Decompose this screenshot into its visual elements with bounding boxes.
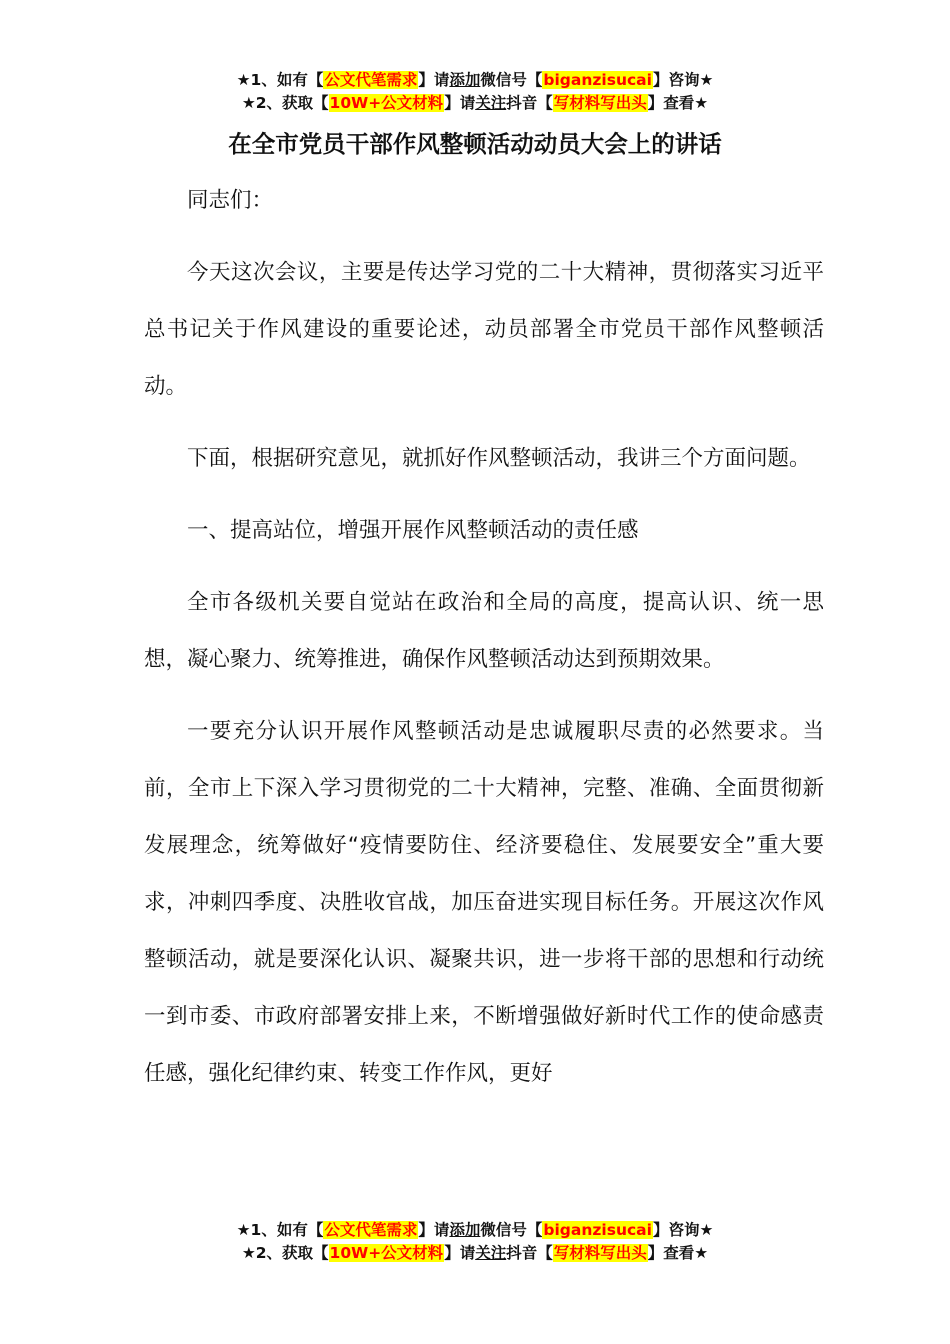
banner-line-2 xyxy=(0,1242,950,1265)
underlined-add: 添加 xyxy=(449,1221,481,1239)
banner-text: 】请 xyxy=(444,1244,476,1262)
header-banner xyxy=(0,69,950,115)
banner-line-1 xyxy=(0,1219,950,1242)
star-icon: ★ xyxy=(699,1221,714,1239)
banner-text: 抖音【 xyxy=(506,94,553,112)
highlight-ghostwriting: 公文代笔需求 xyxy=(324,71,418,89)
star-icon: ★ xyxy=(241,1244,256,1262)
banner-text: 抖音【 xyxy=(506,1244,553,1262)
banner-text: 2、获取【 xyxy=(255,94,329,112)
highlight-douyin-account: 写材料写出头 xyxy=(553,1244,647,1262)
banner-text: 微信号【 xyxy=(480,1221,543,1239)
paragraph-section-1-intro: 全市各级机关要自觉站在政治和全局的高度，提高认识、统一思想，凝心聚力、统筹推进，确保作风整顿活动达到预期效果。 xyxy=(144,590,824,672)
banner-text: 】请 xyxy=(418,1221,450,1239)
banner-text: 】咨询 xyxy=(652,71,700,89)
highlight-ghostwriting: 公文代笔需求 xyxy=(324,1221,418,1239)
document-title: 在全市党员干部作风整顿活动动员大会上的讲话 xyxy=(228,130,722,158)
section-heading-1: 一、提高站位，增强开展作风整顿活动的责任感 xyxy=(187,518,639,543)
underlined-follow: 关注 xyxy=(475,1244,507,1262)
banner-text: 】请 xyxy=(418,71,450,89)
highlight-douyin-account: 写材料写出头 xyxy=(553,94,647,112)
paragraph-point-1: 一要充分认识开展作风整顿活动是忠诚履职尽责的必然要求。当前，全市上下深入学习贯彻党的二十大精神，完整、准确、全面贯彻新发展理念，统筹做好“疫情要防住、经济要稳住、发展要安全”重大要求，冲刺四季度、决胜收官战，加压奋进实现目标任务。开展这次作风整顿活动，就是要深化认识、凝聚共识，进一步将干部的思想和行动统一到市委、市政府部署安排上来，不断增强做好新时代工作的使命感责任感，强化纪律约束、转变工作作风，更好 xyxy=(144,719,824,1086)
footer-banner xyxy=(0,1219,950,1265)
star-icon: ★ xyxy=(236,1221,251,1239)
banner-text: 】查看 xyxy=(647,1244,695,1262)
banner-text: 】咨询 xyxy=(652,1221,700,1239)
star-icon: ★ xyxy=(699,71,714,89)
paragraph-outline: 下面，根据研究意见，就抓好作风整顿活动，我讲三个方面问题。 xyxy=(187,446,811,471)
highlight-materials: 10W+公文材料 xyxy=(329,94,444,112)
underlined-follow: 关注 xyxy=(475,94,507,112)
salutation: 同志们： xyxy=(187,188,274,213)
star-icon: ★ xyxy=(694,94,709,112)
underlined-add: 添加 xyxy=(449,71,481,89)
star-icon: ★ xyxy=(236,71,251,89)
highlight-materials: 10W+公文材料 xyxy=(329,1244,444,1262)
highlight-wechat-id: biganzisucai xyxy=(543,71,652,89)
banner-text: 】请 xyxy=(444,94,476,112)
star-icon: ★ xyxy=(241,94,256,112)
highlight-wechat-id: biganzisucai xyxy=(543,1221,652,1239)
document-body xyxy=(144,172,824,1102)
banner-text: 2、获取【 xyxy=(255,1244,329,1262)
star-icon: ★ xyxy=(694,1244,709,1262)
banner-text: 1、如有【 xyxy=(250,1221,324,1239)
paragraph-intro: 今天这次会议，主要是传达学习党的二十大精神，贯彻落实习近平总书记关于作风建设的重要论述，动员部署全市党员干部作风整顿活动。 xyxy=(144,260,824,399)
banner-text: 微信号【 xyxy=(480,71,543,89)
banner-line-1 xyxy=(0,69,950,92)
banner-text: 】查看 xyxy=(647,94,695,112)
banner-line-2 xyxy=(0,92,950,115)
banner-text: 1、如有【 xyxy=(250,71,324,89)
